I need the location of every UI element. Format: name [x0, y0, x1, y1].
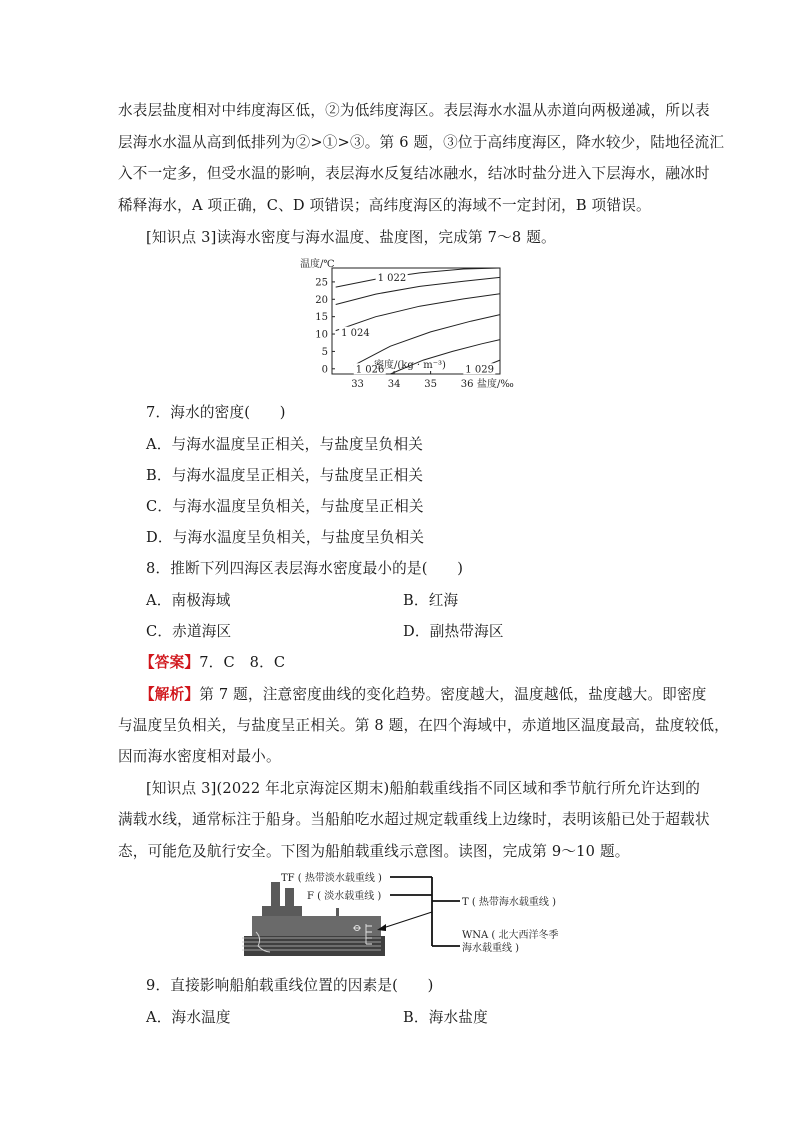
- x-tick-label-35: 35: [424, 379, 437, 390]
- y-tick-label-0: 0: [321, 364, 328, 376]
- ship-funnel-1: [271, 882, 280, 910]
- analysis-tag: 【解析】: [140, 686, 200, 703]
- y-tick-label-20: 20: [315, 294, 328, 306]
- inner-density-label: 密度/(kg · m⁻³): [374, 360, 446, 371]
- q7-option-c: C．与海水温度呈负相关，与盐度呈正相关: [146, 498, 424, 515]
- intro-line-3: 入不一定多，但受水温的影响，表层海水反复结冰融水，结冰时盐分进入下层海水，融冰时: [118, 165, 710, 182]
- label-tf: TF ( 热带淡水载重线 ): [281, 873, 382, 884]
- density-curve-1: [336, 268, 500, 287]
- x-tick-label-36: 36: [460, 379, 474, 390]
- knowledge-point-7-8: [知识点 3]读海水密度与海水温度、盐度图，完成第 7～8 题。: [146, 229, 556, 246]
- y-tick-label-5: 5: [321, 346, 328, 358]
- ship-cabin: [262, 906, 302, 916]
- intro-line-2: 层海水水温从高到低排列为②>①>③。第 6 题，③位于高纬度海区，降水较少，陆地径流汇: [118, 134, 725, 151]
- q9-option-b: B．海水盐度: [403, 1009, 488, 1026]
- label-wna-1: WNA ( 北大西洋冬季: [462, 930, 559, 941]
- density-curves: [336, 268, 500, 374]
- q8-option-b: B．红海: [403, 592, 459, 609]
- analysis-line-3: 因而海水密度相对最小。: [118, 748, 281, 765]
- y-tick-label-25: 25: [315, 277, 328, 289]
- x-tick-label-34: 34: [387, 379, 401, 390]
- kp2-line-3: 态，可能危及航行安全。下图为船舶载重线示意图。读图，完成第 9～10 题。: [118, 843, 630, 860]
- curve-label-5: 1 026: [355, 364, 385, 376]
- curve-label-3: 1 024: [341, 327, 370, 339]
- curve-label-1: 1 022: [377, 273, 407, 285]
- plot-frame: [332, 268, 500, 374]
- pointer-arrow-line: [383, 912, 432, 928]
- intro-line-1: 水表层盐度相对中纬度海区低，②为低纬度海区。表层海水水温从赤道向两极递减，所以表: [118, 102, 710, 119]
- density-curve-4: [354, 315, 500, 366]
- q7-option-d: D．与海水温度呈负相关，与盐度呈负相关: [146, 529, 425, 546]
- q8-option-c: C．赤道海区: [146, 623, 232, 640]
- analysis-line-1: [140, 685, 707, 705]
- q8-option-d: D．副热带海区: [403, 623, 504, 640]
- q7-option-b: B．与海水温度呈正相关，与盐度呈正相关: [146, 467, 424, 484]
- answer-tag: 【答案】: [140, 654, 200, 671]
- curve-label-6: 1 029: [465, 364, 494, 376]
- label-t: T ( 热带海水载重线 ): [462, 897, 557, 908]
- density-chart: [290, 254, 514, 392]
- ship-loadline-diagram: [236, 868, 588, 968]
- density-curve-2: [336, 277, 500, 304]
- intro-line-4: 稀释海水，A 项正确，C、D 项错误；高纬度海区的海域不一定封闭，B 项错误。: [118, 197, 651, 214]
- q9-option-a: A．海水温度: [146, 1009, 231, 1026]
- q7-option-a: A．与海水温度呈正相关，与盐度呈负相关: [146, 436, 424, 453]
- q8-stem: 8．推断下列四海区表层海水密度最小的是( ): [146, 560, 464, 577]
- x-tick-label-33: 33: [351, 379, 364, 390]
- density-curve-3: [336, 294, 500, 331]
- y-tick-label-10: 10: [315, 329, 328, 341]
- analysis-text-1: 第 7 题，注意密度曲线的变化趋势。密度越大，温度越低，盐度越大。即密度: [199, 686, 707, 703]
- x-axis-label: 盐度/‰: [477, 379, 514, 390]
- label-wna-2: 海水载重线 ): [462, 943, 520, 954]
- analysis-line-2: 与温度呈负相关，与盐度呈正相关。第 8 题，在四个海域中，赤道地区温度最高，盐度较低，: [118, 717, 729, 734]
- label-f: F ( 淡水载重线 ): [307, 891, 382, 902]
- kp2-line-1: [知识点 3](2022 年北京海淀区期末)船舶载重线指不同区域和季节航行所允许达到的: [146, 780, 701, 797]
- answer-text: 7．C 8．C: [199, 654, 286, 671]
- y-axis-label: 温度/℃: [300, 259, 335, 270]
- q8-option-a: A．南极海域: [146, 592, 231, 609]
- q9-stem: 9．直接影响船舶载重线位置的因素是( ): [146, 977, 434, 994]
- y-tick-label-15: 15: [315, 312, 328, 324]
- answer-line: [140, 653, 285, 673]
- kp2-line-2: 满载水线，通常标注于船身。当船舶吃水超过规定载重线上边缘时，表明该船已处于超载状: [118, 811, 710, 828]
- q7-stem: 7．海水的密度( ): [146, 404, 286, 421]
